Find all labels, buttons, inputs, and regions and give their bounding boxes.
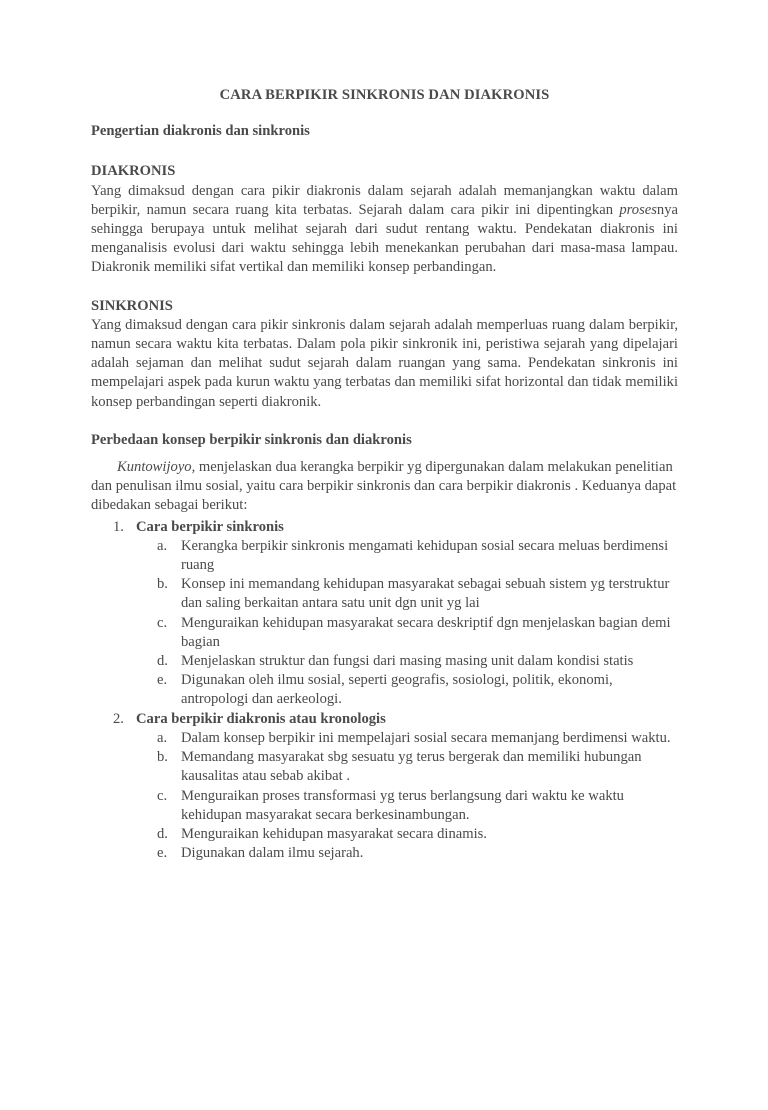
sublist-letter: a.: [157, 729, 168, 746]
sublist-text: Menguraikan proses transformasi yg terus berlangsung dari waktu ke waktu kehidupan masyarakat secara berkesinambungan.: [181, 787, 624, 823]
sublist-item: [136, 729, 678, 748]
list-number: 2.: [113, 710, 124, 727]
sublist-letter: c.: [157, 614, 168, 631]
sublist-item: [136, 787, 678, 825]
sublist-item: [136, 614, 678, 652]
sublist-letter: b.: [157, 576, 168, 593]
heading-diakronis: DIAKRONIS: [91, 163, 176, 180]
sublist-item: [136, 748, 678, 786]
sublist-text: Kerangka berpikir sinkronis mengamati kehidupan sosial secara meluas berdimensi ruang: [181, 537, 669, 574]
sublist-diakronis: [136, 729, 678, 863]
paragraph-diakronis: [91, 182, 678, 278]
list-label: Cara berpikir sinkronis: [136, 518, 284, 535]
sublist-item: [136, 652, 678, 671]
sublist-sinkronis: [136, 537, 678, 710]
sublist-text: Digunakan dalam ilmu sejarah.: [181, 845, 364, 862]
paragraph-sinkronis: Yang dimaksud dengan cara pikir sinkronis dalam sejarah adalah memperluas ruang dalam berpikir, namun secara waktu kita terbatas. Dalam pola pikir sinkronik ini, peristiwa sejarah yang dipelajari adalah sejaman dan melihat sudut sejarah dalam ruangan yang sama. Pendekatan sinkronis ini mempelajari aspek pada kurun waktu yang terbatas dan memiliki sifat horizontal dan tidak memiliki konsep perbandingan seperti diakronik.: [91, 316, 678, 410]
sublist-letter: e.: [157, 672, 168, 689]
sublist-letter: a.: [157, 537, 168, 554]
list-label: Cara berpikir diakronis atau kronologis: [136, 710, 386, 727]
list-item-diakronis: [91, 710, 678, 864]
sublist-letter: e.: [157, 845, 168, 862]
sublist-letter: b.: [157, 749, 168, 766]
sublist-text: Menguraikan kehidupan masyarakat secara dinamis.: [181, 825, 487, 842]
paragraph-diakronis-text-2: nya sehingga berupaya untuk melihat sejarah dari sudut rentang waktu. Pendekatan diakronis ini menganalisis evolusi dari waktu sehingga lebih menekankan perubahan dari masa-masa lampau. Diakronik memiliki sifat vertikal dan memiliki konsep perbandingan.: [91, 201, 678, 276]
sublist-item: [136, 537, 678, 575]
intro-text: menjelaskan dua kerangka berpikir yg dipergunakan dalam melakukan penelitian dan penulisan ilmu sosial, yaitu cara berpikir sinkronis dan cara berpikir diakronis . Keduanya dapat dibedakan sebagai berikut:: [91, 459, 677, 514]
sublist-text: Menjelaskan struktur dan fungsi dari masing masing unit dalam kondisi statis: [181, 653, 634, 670]
sublist-letter: c.: [157, 787, 168, 804]
sublist-text: Memandang masyarakat sbg sesuatu yg terus bergerak dan memiliki hubungan kausalitas atau sebab akibat .: [181, 749, 642, 785]
document-page: [0, 86, 768, 1110]
sublist-text: Digunakan oleh ilmu sosial, seperti geografis, sosiologi, politik, ekonomi, antropologi dan aerkeologi.: [181, 672, 613, 708]
intro-author: Kuntowijoyo,: [117, 459, 196, 476]
heading-perbedaan: Perbedaan konsep berpikir sinkronis dan diakronis: [91, 431, 412, 448]
sublist-letter: d.: [157, 653, 168, 670]
sublist-text: Konsep ini memandang kehidupan masyarakat sebagai sebuah sistem yg terstruktur dan saling berkaitan antara satu unit dgn unit yg lai: [181, 576, 670, 612]
paragraph-diakronis-italic: proses: [619, 201, 657, 218]
sublist-item: [136, 671, 678, 709]
heading-sinkronis: SINKRONIS: [91, 297, 173, 314]
paragraph-diakronis-text-1: Yang dimaksud dengan cara pikir diakronis dalam sejarah adalah memanjangkan waktu dalam berpikir, namun secara ruang kita terbatas. Sejarah dalam cara pikir ini dipentingkan: [91, 182, 678, 218]
sublist-letter: d.: [157, 825, 168, 842]
paragraph-perbedaan-intro: [91, 458, 678, 516]
sublist-item: [136, 575, 678, 613]
comparison-list: [91, 518, 678, 864]
sublist-text: Dalam konsep berpikir ini mempelajari sosial secara memanjang berdimensi waktu.: [181, 729, 671, 746]
section-subtitle: Pengertian diakronis dan sinkronis: [91, 123, 310, 140]
sublist-text: Menguraikan kehidupan masyarakat secara deskriptif dgn menjelaskan bagian demi bagian: [181, 614, 671, 650]
document-title: CARA BERPIKIR SINKRONIS DAN DIAKRONIS: [219, 87, 550, 103]
list-item-sinkronis: [91, 518, 678, 710]
list-number: 1.: [113, 518, 124, 535]
sublist-item: [136, 844, 678, 863]
sublist-item: [136, 825, 678, 844]
